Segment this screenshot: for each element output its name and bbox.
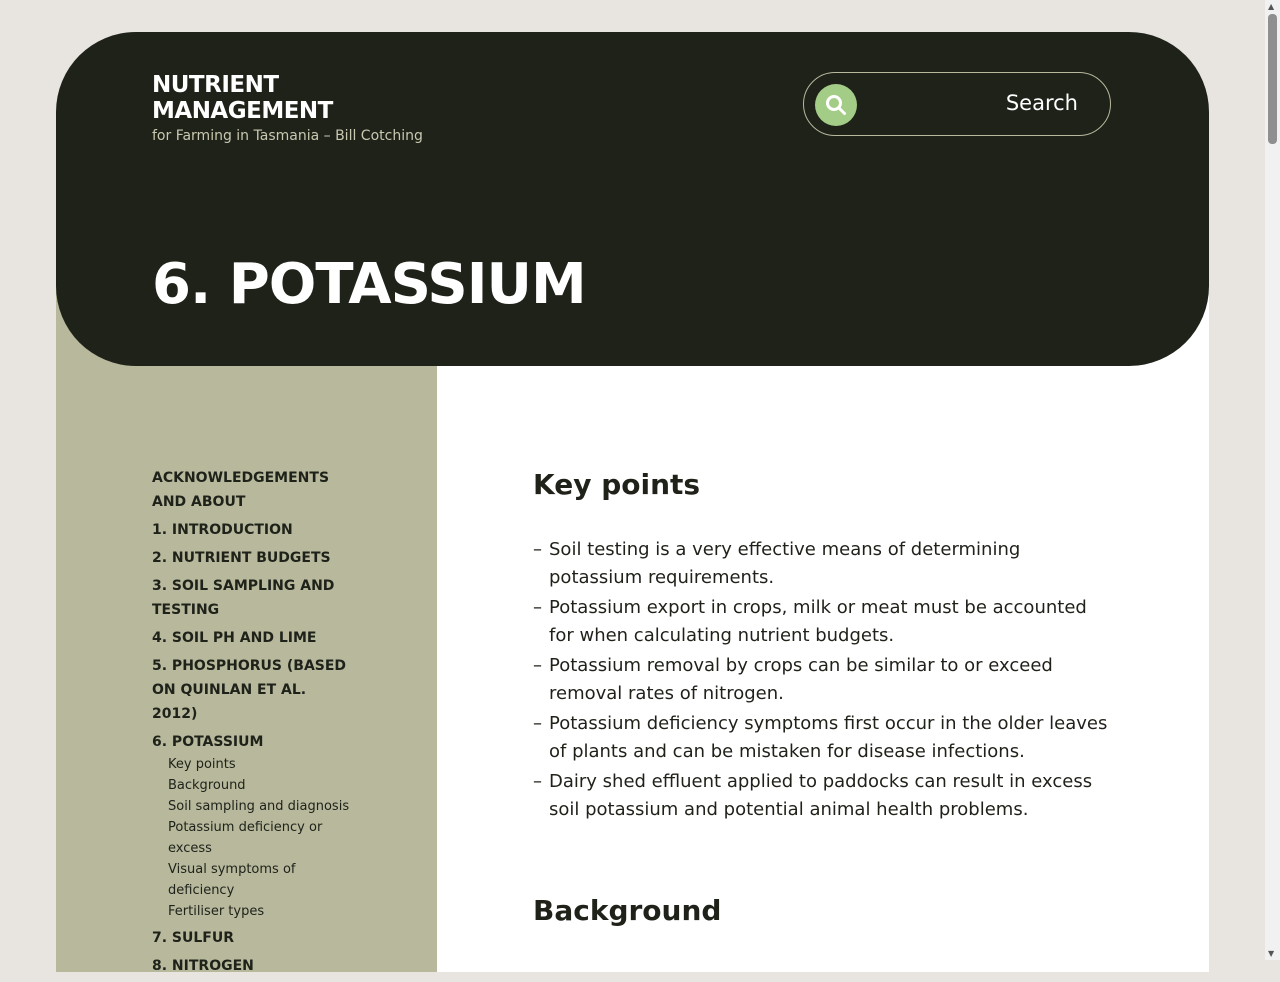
logo-line2: MANAGEMENT (152, 98, 333, 124)
scrollbar-thumb[interactable] (1268, 14, 1277, 144)
site-header (56, 32, 1209, 366)
nav-sub-background[interactable]: Background (168, 778, 246, 793)
nav-phosphorus[interactable]: 5. PHOSPHORUS (BASED ON QUINLAN ET AL. 2012) (152, 658, 347, 722)
list-item (533, 710, 1113, 766)
dash-bullet: – (533, 539, 542, 560)
nav-potassium[interactable]: 6. POTASSIUM (152, 734, 264, 750)
scrollbar[interactable] (1265, 0, 1280, 960)
key-points-list (533, 536, 1113, 826)
search-box[interactable] (803, 72, 1111, 136)
list-item-text: Potassium export in crops, milk or meat must be accounted for when calculating nutrient budgets. (549, 597, 1087, 646)
page (56, 32, 1209, 972)
list-item-text: Soil testing is a very effective means of determining potassium requirements. (549, 539, 1021, 588)
list-item (533, 594, 1113, 650)
list-item-text: Potassium deficiency symptoms first occur in the older leaves of plants and can be mistaken for disease infections. (549, 713, 1108, 762)
list-item (533, 768, 1113, 824)
background-heading: Background (533, 894, 722, 927)
nav-sub-key-points[interactable]: Key points (168, 757, 236, 772)
nav-introduction[interactable]: 1. INTRODUCTION (152, 522, 293, 538)
scroll-down-icon[interactable]: ▼ (1268, 949, 1275, 958)
logo-line1: NUTRIENT (152, 72, 279, 98)
list-item-text: Potassium removal by crops can be similar to or exceed removal rates of nitrogen. (549, 655, 1053, 704)
search-icon (825, 94, 847, 116)
key-points-heading: Key points (533, 468, 701, 501)
scroll-up-icon[interactable]: ▲ (1268, 2, 1275, 11)
nav-sub-fertiliser-types[interactable]: Fertiliser types (168, 904, 265, 919)
search-label: Search (1005, 91, 1078, 115)
search-button[interactable] (815, 84, 857, 126)
nav-nitrogen[interactable]: 8. NITROGEN (152, 958, 254, 974)
dash-bullet: – (533, 655, 542, 676)
nav-sub-deficiency-excess[interactable]: Potassium deficiency or excess (168, 820, 323, 856)
nav-soil-ph[interactable]: 4. SOIL PH AND LIME (152, 630, 317, 646)
page-title: 6. POTASSIUM (152, 252, 586, 317)
nav-sub-soil-sampling[interactable]: Soil sampling and diagnosis (168, 799, 350, 814)
site-subtitle: for Farming in Tasmania – Bill Cotching (152, 128, 423, 144)
list-item (533, 536, 1113, 592)
dash-bullet: – (533, 713, 542, 734)
nav-sulfur[interactable]: 7. SULFUR (152, 930, 235, 946)
list-item-text: Dairy shed effluent applied to paddocks can result in excess soil potassium and potential animal health problems. (549, 771, 1093, 820)
nav-nutrient-budgets[interactable]: 2. NUTRIENT BUDGETS (152, 550, 331, 566)
nav-soil-sampling[interactable]: 3. SOIL SAMPLING AND TESTING (152, 578, 335, 618)
dash-bullet: – (533, 597, 542, 618)
site-logo[interactable] (152, 72, 333, 124)
nav-sub-visual-symptoms[interactable]: Visual symptoms of deficiency (168, 862, 296, 898)
nav-acknowledgements[interactable]: ACKNOWLEDGEMENTS AND ABOUT (152, 470, 330, 510)
list-item (533, 652, 1113, 708)
dash-bullet: – (533, 771, 542, 792)
